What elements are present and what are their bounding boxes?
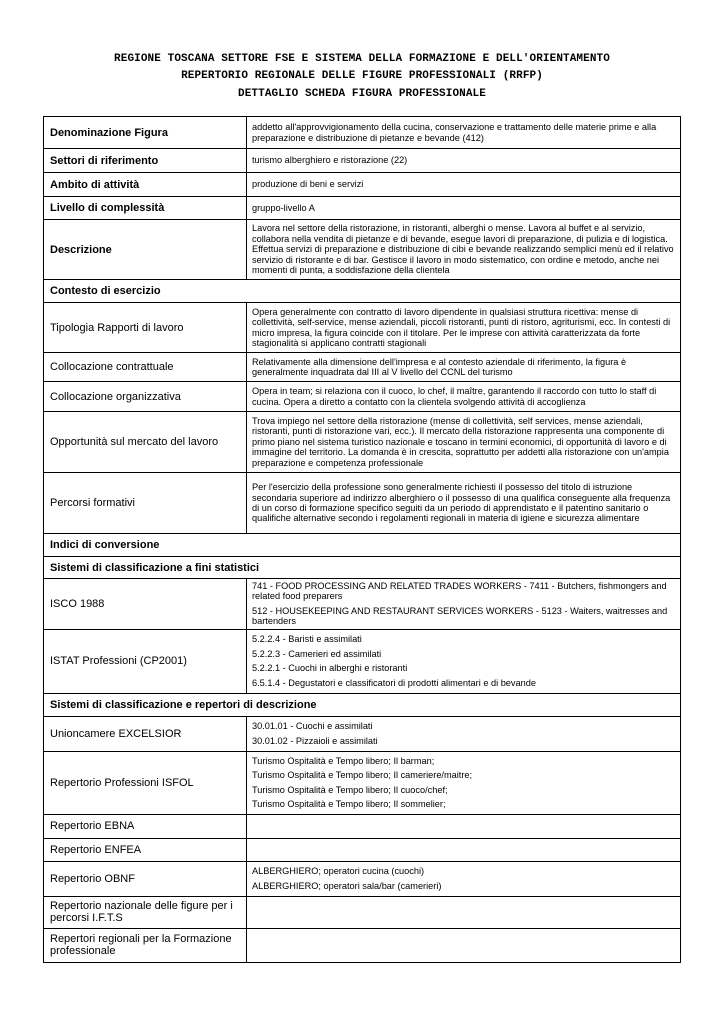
header-line-1: REGIONE TOSCANA SETTORE FSE E SISTEMA DELLA FORMAZIONE E DELL'ORIENTAMENTO [114,53,610,65]
row-ifts [44,896,681,928]
header-line-3: DETTAGLIO SCHEDA FIGURA PROFESSIONALE [238,88,486,100]
row-ambito [44,173,681,197]
section-title-contesto: Contesto di esercizio [44,280,681,303]
label-obnf: Repertorio OBNF [44,861,247,896]
value-percorsi: Per l'esercizio della professione sono generalmente richiesti il possesso del titolo di istruzione secondaria superiore ad indirizzo alberghiero o il possesso di una qualifica conseguente alla frequenza di un corso di formazione specifico seguiti da un periodo di apprendistato e il patentino sanitario o qualifiche alternative secondo i regolamenti regionali in materia di igiene e sicurezza alimentare [247,473,681,534]
label-settori: Settori di riferimento [44,149,247,173]
value-denominazione: addetto all'approvvigionamento della cucina, conservazione e trattamento delle materie prime e alla preparazione e distribuzione di pietanze e bevande (412) [247,117,681,149]
row-obnf [44,861,681,896]
row-regionali [44,928,681,962]
istat-entry: 5.2.2.4 - Baristi e assimilati [252,634,362,645]
label-istat: ISTAT Professioni (CP2001) [44,629,247,693]
isfol-entry: Turismo Ospitalità e Tempo libero; Il cuoco/chef; [252,784,448,795]
label-excelsior: Unioncamere EXCELSIOR [44,716,247,751]
label-livello: Livello di complessità [44,197,247,220]
value-tipologia: Opera generalmente con contratto di lavoro dipendente in qualsiasi struttura ricettiva: mense di collettività, self-service, mense aziendali, piccoli ristoranti, punti di ristoro, agriturismi, ecc. In contesti di micro impresa, la figura coincide con il titolare. Per le imprese con attività caratterizzata da forte stagionalità si applicano contratti stagionali [247,303,681,353]
obnf-entry: ALBERGHIERO; operatori cucina (cuochi) [252,866,425,877]
section-indici [44,534,681,557]
row-ebna [44,814,681,838]
istat-entry: 5.2.2.3 - Camerieri ed assimilati [252,648,382,659]
row-percorsi [44,473,681,534]
obnf-entry: ALBERGHIERO; operatori sala/bar (camerieri) [252,880,442,891]
label-isco: ISCO 1988 [44,579,247,630]
row-isfol [44,751,681,814]
value-contrattuale: Relativamente alla dimensione dell'impresa e al contesto aziendale di riferimento, la figura è generalmente inquadrata dal III al V livello del CCNL del turismo [247,353,681,382]
value-ebna [247,814,681,838]
value-descrizione: Lavora nel settore della ristorazione, in ristoranti, alberghi o mense. Lavora al buffet e al servizio, collabora nella vendita di pietanze e di bevande, esegue lavori di preparazione, di pulizia e di logistica. Effettua servizi di preparazione e distribuzione di cibi e bevande realizzando semplici menù ed il relativo servizio di ristorante e di bar. Gestisce il lavoro in modo sistematico, con ordine e metodo, anche nei momenti di punta, a soddisfazione della clientela [247,220,681,280]
label-tipologia: Tipologia Rapporti di lavoro [44,303,247,353]
isfol-entry: Turismo Ospitalità e Tempo libero; Il sommelier; [252,799,446,810]
section-title-descrizione: Sistemi di classificazione e repertori di descrizione [44,693,681,716]
isfol-entry: Turismo Ospitalità e Tempo libero; Il cameriere/maitre; [252,770,473,781]
section-contesto [44,280,681,303]
row-contrattuale [44,353,681,382]
scheda-table [43,116,681,963]
row-opportunita [44,412,681,473]
excelsior-entry: 30.01.01 - Cuochi e assimilati [252,721,373,732]
value-organizzativa: Opera in team; si relaziona con il cuoco, lo chef, il maître, garantendo il raccordo con tutto lo staff di cucina. Opera a diretto a contatto con la clientela svolgendo attività di accoglienza [247,382,681,412]
value-regionali [247,928,681,962]
istat-entry: 5.2.2.1 - Cuochi in alberghi e ristoranti [252,663,408,674]
value-excelsior [247,716,681,751]
section-title-statistici: Sistemi di classificazione a fini statistici [44,557,681,579]
row-organizzativa [44,382,681,412]
row-excelsior [44,716,681,751]
label-ambito: Ambito di attività [44,173,247,197]
value-isfol [247,751,681,814]
row-istat [44,629,681,693]
istat-entry: 6.5.1.4 - Degustatori e classificatori di prodotti alimentari e di bevande [252,677,536,688]
value-ambito: produzione di beni e servizi [247,173,681,197]
section-statistici [44,557,681,579]
value-ifts [247,896,681,928]
row-denominazione [44,117,681,149]
label-ebna: Repertorio EBNA [44,814,247,838]
label-denominazione: Denominazione Figura [44,117,247,149]
label-isfol: Repertorio Professioni ISFOL [44,751,247,814]
label-percorsi: Percorsi formativi [44,473,247,534]
value-obnf [247,861,681,896]
row-livello [44,197,681,220]
section-title-indici: Indici di conversione [44,534,681,557]
header-line-2: REPERTORIO REGIONALE DELLE FIGURE PROFESSIONALI (RRFP) [181,70,543,82]
section-descrizione-sistemi [44,693,681,716]
row-descrizione [44,220,681,280]
isfol-entry: Turismo Ospitalità e Tempo libero; Il barman; [252,755,435,766]
value-opportunita: Trova impiego nel settore della ristorazione (mense di collettività, self services, mense aziendali, ristoranti, punti di ristorazione vari, ecc.). Il mercato della ristorazione rappresenta una componente di primo piano nel sistema turistico nazionale e toscano in termini economici, di opportunità di lavoro e di immagine del territorio. La domanda è in crescita, soprattutto per addetti alla ristorazione con un'ampia preparazione e competenza professionale [247,412,681,473]
row-enfea [44,838,681,861]
row-settori [44,149,681,173]
value-settori: turismo alberghiero e ristorazione (22) [247,149,681,173]
value-isco [247,579,681,630]
label-opportunita: Opportunità sul mercato del lavoro [44,412,247,473]
isco-entry: 741 - FOOD PROCESSING AND RELATED TRADES WORKERS - 7411 - Butchers, fishmongers and related food preparers [252,581,667,602]
label-enfea: Repertorio ENFEA [44,838,247,861]
label-organizzativa: Collocazione organizzativa [44,382,247,412]
row-isco [44,579,681,630]
value-istat [247,629,681,693]
label-contrattuale: Collocazione contrattuale [44,353,247,382]
row-tipologia [44,303,681,353]
excelsior-entry: 30.01.02 - Pizzaioli e assimilati [252,735,378,746]
label-ifts: Repertorio nazionale delle figure per i percorsi I.F.T.S [44,896,247,928]
value-livello: gruppo-livello A [247,197,681,220]
label-regionali: Repertori regionali per la Formazione professionale [44,928,247,962]
value-enfea [247,838,681,861]
label-descrizione: Descrizione [44,220,247,280]
isco-entry: 512 - HOUSEKEEPING AND RESTAURANT SERVICES WORKERS - 5123 - Waiters, waitresses and bartenders [252,605,668,627]
